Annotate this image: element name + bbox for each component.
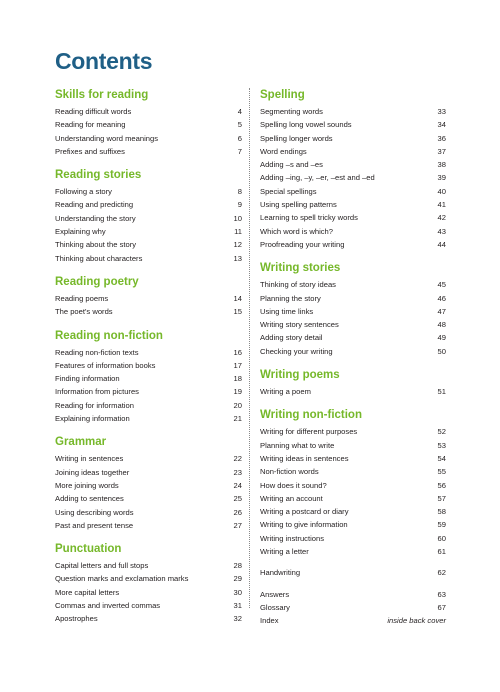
- column-divider: [249, 88, 250, 608]
- toc-entry[interactable]: [260, 185, 446, 198]
- toc-entry[interactable]: [55, 385, 242, 398]
- toc-entry-title: Learning to spell tricky words: [260, 213, 358, 223]
- toc-entry[interactable]: [260, 292, 446, 305]
- toc-entry-title: Question marks and exclamation marks: [55, 574, 189, 584]
- toc-entry[interactable]: [260, 545, 446, 558]
- toc-entry[interactable]: [55, 346, 242, 359]
- toc-entry-title: Writing in sentences: [55, 454, 124, 464]
- toc-entry-page-number: 42: [437, 213, 446, 223]
- toc-entry[interactable]: [260, 118, 446, 131]
- toc-entry-title: Adding –s and –es: [260, 160, 323, 170]
- section-heading-writing-poems: Writing poems: [260, 369, 340, 382]
- toc-entry[interactable]: [55, 479, 242, 492]
- toc-entry[interactable]: [260, 158, 446, 171]
- toc-entry-page-number: 32: [233, 614, 242, 624]
- toc-entry-page-number: 29: [233, 574, 242, 584]
- toc-entry-page-number: 58: [437, 507, 446, 517]
- toc-entry-page-number: 12: [233, 240, 242, 250]
- toc-entry[interactable]: [260, 492, 446, 505]
- toc-entry-title: Following a story: [55, 187, 112, 197]
- toc-entry[interactable]: [55, 359, 242, 372]
- section-spacer: [260, 580, 446, 588]
- toc-entry-title: Glossary: [260, 602, 290, 612]
- toc-entry-title: Thinking about characters: [55, 253, 143, 263]
- toc-entry[interactable]: [55, 118, 242, 131]
- toc-entry[interactable]: [55, 612, 242, 625]
- toc-entry[interactable]: [55, 452, 242, 465]
- toc-entry-page-number: 59: [437, 520, 446, 530]
- section-heading-punctuation: Punctuation: [55, 543, 122, 556]
- toc-entry[interactable]: [55, 412, 242, 425]
- toc-entry-page-number: 63: [437, 589, 446, 599]
- toc-entry-page-number: 4: [237, 107, 242, 116]
- toc-entry-page-number: 56: [437, 480, 446, 490]
- toc-entry-page-number: 36: [437, 133, 446, 143]
- toc-entry[interactable]: [260, 211, 446, 224]
- toc-entry-page-number: 28: [233, 561, 242, 571]
- toc-entry-title: Segmenting words: [260, 107, 323, 116]
- toc-entry-page-number: 57: [437, 493, 446, 503]
- toc-entry[interactable]: [55, 399, 242, 412]
- toc-entry[interactable]: [260, 225, 446, 238]
- toc-entry-page-number: 18: [233, 374, 242, 384]
- toc-entry[interactable]: [260, 132, 446, 145]
- toc-entry[interactable]: [55, 252, 242, 265]
- toc-entry[interactable]: [260, 345, 446, 358]
- toc-entry-page-number: 27: [233, 520, 242, 530]
- toc-entry-title: Checking your writing: [260, 346, 333, 356]
- toc-entry-title: Past and present tense: [55, 520, 134, 530]
- toc-entry[interactable]: [55, 185, 242, 198]
- toc-entry[interactable]: [260, 198, 446, 211]
- toc-entry[interactable]: [55, 305, 242, 318]
- toc-entry-title: Writing for different purposes: [260, 427, 358, 437]
- toc-entry[interactable]: [260, 465, 446, 478]
- toc-entry-title: Information from pictures: [55, 387, 139, 397]
- toc-entry[interactable]: [55, 559, 242, 572]
- toc-entry-title: Understanding word meanings: [55, 133, 158, 143]
- toc-entry-title: Using spelling patterns: [260, 200, 337, 210]
- toc-entry-page-number: 61: [437, 547, 446, 557]
- toc-entry-title: Writing ideas in sentences: [260, 453, 349, 463]
- toc-entry[interactable]: [55, 238, 242, 251]
- toc-entry-title: More capital letters: [55, 587, 120, 597]
- toc-entry-page-number: 39: [437, 173, 446, 183]
- toc-entry-title: Finding information: [55, 374, 120, 384]
- toc-entry-title: Joining ideas together: [55, 467, 130, 477]
- toc-entry-page-number: 19: [233, 387, 242, 397]
- section-heading-reading-poetry: Reading poetry: [55, 275, 139, 288]
- toc-entry[interactable]: [55, 599, 242, 612]
- toc-entry-page-number: 52: [437, 427, 446, 437]
- toc-entry-title: The poet's words: [55, 307, 113, 317]
- toc-entry-title: Adding story detail: [260, 333, 323, 343]
- toc-entry[interactable]: [55, 145, 242, 158]
- toc-entry-title: Prefixes and suffixes: [55, 146, 125, 156]
- toc-entry-page-number: 31: [233, 601, 242, 611]
- toc-entry-title: Handwriting: [260, 568, 301, 578]
- toc-entry-page-number: 53: [437, 440, 446, 450]
- toc-entry-title: Adding to sentences: [55, 494, 124, 504]
- toc-entry[interactable]: [260, 318, 446, 331]
- toc-entry[interactable]: [260, 105, 446, 118]
- toc-entry-title: Non-fiction words: [260, 467, 319, 477]
- toc-entry[interactable]: [260, 601, 446, 614]
- toc-entry-title: Spelling long vowel sounds: [260, 120, 352, 130]
- toc-entry-title: Writing an account: [260, 493, 323, 503]
- toc-entry-page-number: 9: [237, 200, 242, 210]
- toc-entry-page-number: 25: [233, 494, 242, 504]
- toc-entry-page-number: 17: [233, 360, 242, 370]
- toc-entry-title: Explaining why: [55, 227, 106, 237]
- toc-entry-title: Using describing words: [55, 507, 134, 517]
- toc-entry[interactable]: [260, 479, 446, 492]
- toc-entry[interactable]: [55, 225, 242, 238]
- toc-entry-page-number: 50: [437, 346, 446, 356]
- toc-entry-page-number: 47: [437, 306, 446, 316]
- toc-entry-page-number: 41: [437, 200, 446, 210]
- section-heading-spelling: Spelling: [260, 89, 305, 101]
- toc-entry[interactable]: [55, 586, 242, 599]
- toc-entry-title: Reading and predicting: [55, 200, 134, 210]
- section-heading-writing-non-fiction: Writing non-fiction: [260, 409, 362, 422]
- toc-entry[interactable]: [55, 572, 242, 585]
- toc-entry[interactable]: [55, 198, 242, 211]
- toc-entry[interactable]: [260, 331, 446, 344]
- toc-entry-page-number: 13: [233, 253, 242, 263]
- toc-entry[interactable]: [260, 305, 446, 318]
- section-heading-reading-stories: Reading stories: [55, 169, 142, 182]
- toc-entry-title: More joining words: [55, 480, 119, 490]
- toc-entry-title: Writing story sentences: [260, 320, 339, 330]
- toc-entry-title: Reading difficult words: [55, 107, 132, 116]
- toc-entry-title: Reading for information: [55, 400, 134, 410]
- toc-entry-title: Thinking about the story: [55, 240, 137, 250]
- toc-entry[interactable]: [55, 132, 242, 145]
- toc-entry-page-number: 49: [437, 333, 446, 343]
- toc-entry[interactable]: [55, 372, 242, 385]
- toc-entry-page-number: 45: [437, 280, 446, 290]
- section-heading-reading-non-fiction: Reading non-fiction: [55, 329, 163, 342]
- toc-entry-title: Writing a poem: [260, 387, 311, 397]
- toc-entry[interactable]: [55, 506, 242, 519]
- toc-entry-page-number: 6: [237, 133, 242, 143]
- toc-entry-title: Adding –ing, –y, –er, –est and –ed: [260, 173, 375, 183]
- toc-entry[interactable]: [55, 292, 242, 305]
- toc-entry[interactable]: [260, 238, 446, 251]
- toc-entry-page-number: 23: [233, 467, 242, 477]
- toc-entry[interactable]: [260, 505, 446, 518]
- toc-entry[interactable]: [260, 145, 446, 158]
- toc-entry-page-number: 44: [437, 239, 446, 249]
- toc-entry[interactable]: [260, 439, 446, 452]
- toc-entry-title: Writing a letter: [260, 547, 309, 557]
- toc-entry-page-number: 51: [437, 387, 446, 397]
- toc-entry-page-number: 10: [233, 213, 242, 223]
- toc-entry[interactable]: [55, 212, 242, 225]
- toc-entry-title: Special spellings: [260, 186, 317, 196]
- toc-entry-title: Apostrophes: [55, 614, 98, 624]
- toc-entry-title: Proofreading your writing: [260, 239, 345, 249]
- toc-entry[interactable]: [260, 532, 446, 545]
- toc-entry-title: Which word is which?: [260, 226, 334, 236]
- toc-entry-page-number: 24: [233, 480, 242, 490]
- toc-entry[interactable]: [55, 105, 242, 118]
- section-spacer: [260, 558, 446, 566]
- toc-entry-title: Understanding the story: [55, 213, 136, 223]
- toc-entry-page-number: 48: [437, 320, 446, 330]
- toc-entry-page-number: 54: [437, 453, 446, 463]
- toc-entry-page-number: 38: [437, 160, 446, 170]
- toc-entry[interactable]: [260, 425, 446, 438]
- toc-entry[interactable]: [260, 452, 446, 465]
- toc-entry-title: Writing to give information: [260, 520, 348, 530]
- page-title: Contents: [55, 48, 153, 74]
- toc-entry-title: Reading for meaning: [55, 120, 126, 130]
- toc-entry-page-number: 62: [437, 568, 446, 578]
- toc-entry-page-number: 22: [233, 454, 242, 464]
- toc-entry[interactable]: [55, 519, 242, 532]
- toc-entry-page-number: 30: [233, 587, 242, 597]
- toc-entry[interactable]: [55, 492, 242, 505]
- contents-column-left: [55, 87, 242, 626]
- toc-entry[interactable]: [260, 385, 446, 398]
- toc-entry-page-number: inside back cover: [387, 616, 446, 626]
- toc-entry-title: How does it sound?: [260, 480, 327, 490]
- toc-entry-title: Reading non-fiction texts: [55, 347, 139, 357]
- toc-entry-title: Spelling longer words: [260, 133, 333, 143]
- toc-entry-title: Features of information books: [55, 360, 156, 370]
- toc-entry-page-number: 20: [233, 400, 242, 410]
- toc-entry-page-number: 8: [237, 187, 242, 197]
- toc-entry-title: Commas and inverted commas: [55, 601, 161, 611]
- toc-entry-page-number: 26: [233, 507, 242, 517]
- toc-entry-title: Answers: [260, 589, 290, 599]
- toc-entry[interactable]: [260, 171, 446, 184]
- toc-entry-page-number: 21: [233, 414, 242, 424]
- toc-entry-page-number: 60: [437, 533, 446, 543]
- toc-entry-page-number: 34: [437, 120, 446, 130]
- toc-entry-title: Explaining information: [55, 414, 130, 424]
- toc-entry-title: Capital letters and full stops: [55, 561, 149, 571]
- contents-column-right: [260, 87, 446, 628]
- toc-entry-page-number: 5: [237, 120, 242, 130]
- toc-entry-page-number: 15: [233, 307, 242, 317]
- toc-entry[interactable]: [260, 566, 446, 579]
- section-heading-grammar: Grammar: [55, 436, 107, 449]
- toc-entry-page-number: 14: [233, 293, 242, 303]
- toc-entry-title: Index: [260, 616, 279, 626]
- toc-entry-title: Word endings: [260, 146, 307, 156]
- toc-entry-title: Thinking of story ideas: [260, 280, 336, 290]
- toc-entry-title: Writing instructions: [260, 533, 325, 543]
- toc-entry-page-number: 33: [437, 107, 446, 116]
- toc-entry-title: Planning what to write: [260, 440, 335, 450]
- toc-entry-page-number: 16: [233, 347, 242, 357]
- section-heading-writing-stories: Writing stories: [260, 262, 341, 275]
- toc-entry[interactable]: [260, 518, 446, 531]
- toc-entry-title: Using time links: [260, 306, 314, 316]
- toc-entry-page-number: 67: [437, 602, 446, 612]
- toc-entry[interactable]: [260, 278, 446, 291]
- toc-entry-page-number: 11: [234, 227, 242, 237]
- toc-entry-page-number: 55: [437, 467, 446, 477]
- toc-entry-page-number: 46: [437, 293, 446, 303]
- toc-entry-page-number: 43: [437, 226, 446, 236]
- toc-entry-page-number: 40: [437, 186, 446, 196]
- toc-entry[interactable]: [260, 588, 446, 601]
- toc-entry-page-number: 37: [437, 146, 446, 156]
- toc-entry[interactable]: [260, 614, 446, 627]
- section-heading-skills-for-reading: Skills for reading: [55, 89, 149, 101]
- toc-entry-title: Writing a postcard or diary: [260, 507, 349, 517]
- toc-entry-title: Reading poems: [55, 293, 109, 303]
- toc-entry[interactable]: [55, 466, 242, 479]
- toc-entry-title: Planning the story: [260, 293, 321, 303]
- toc-entry-page-number: 7: [237, 146, 242, 156]
